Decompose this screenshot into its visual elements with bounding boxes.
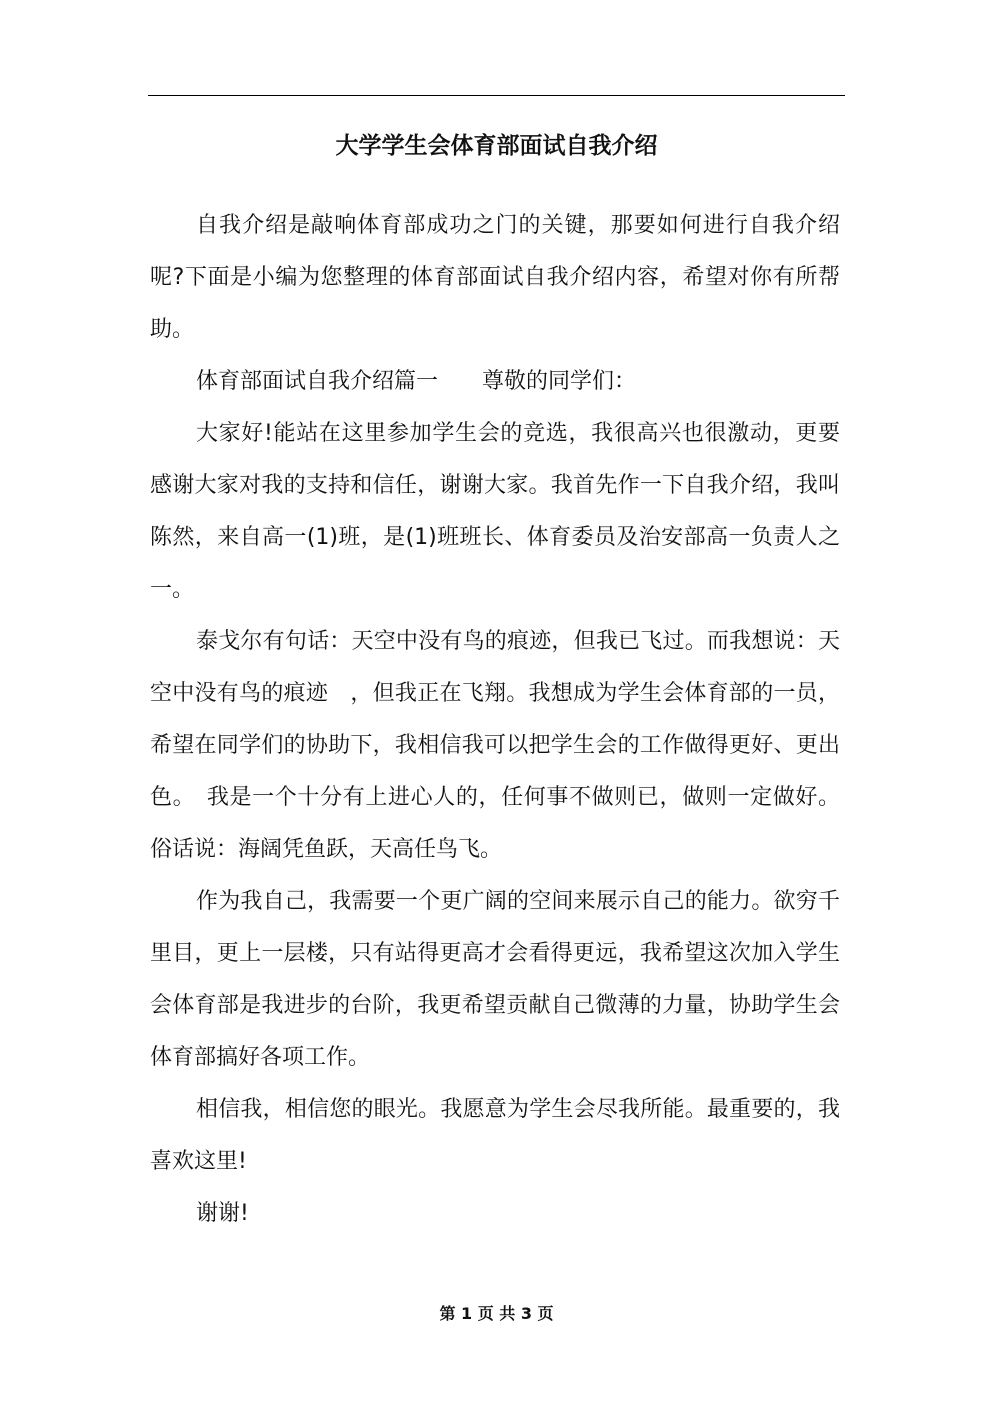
paragraph-tagore-quote: 泰戈尔有句话：天空中没有鸟的痕迹，但我已飞过。而我想说：天空中没有鸟的痕迹 ，但我正在飞翔。我想成为学生会体育部的一员，希望在同学们的协助下，我相信我可以把学生会的工作做得更好、更出色。 我是一个十分有上进心人的，任何事不做则已，做则一定做好。俗话说：海阔凭鱼跃，天高任鸟飞。 bbox=[150, 629, 840, 862]
paragraph-section-heading: 体育部面试自我介绍篇一 尊敬的同学们： bbox=[196, 369, 637, 394]
page-number: 第 1 页 共 3 页 bbox=[439, 1304, 554, 1323]
header-rule bbox=[148, 95, 845, 96]
document-title: 大学学生会体育部面试自我介绍 bbox=[335, 133, 658, 159]
paragraph-intro: 自我介绍是敲响体育部成功之门的关键，那要如何进行自我介绍呢?下面是小编为您整理的体育部面试自我介绍内容，希望对你有所帮助。 bbox=[150, 213, 840, 342]
paragraph-thanks: 谢谢! bbox=[196, 1201, 249, 1226]
document-body bbox=[150, 200, 840, 1240]
paragraph-greeting: 大家好!能站在这里参加学生会的竞选，我很高兴也很激动，更要感谢大家对我的支持和信任，谢谢大家。我首先作一下自我介绍，我叫陈然，来自高一(1)班，是(1)班班长、体育委员及治安部高一负责人之一。 bbox=[150, 421, 840, 602]
paragraph-trust: 相信我，相信您的眼光。我愿意为学生会尽我所能。最重要的，我喜欢这里! bbox=[150, 1097, 840, 1174]
paragraph-ambition: 作为我自己，我需要一个更广阔的空间来展示自己的能力。欲穷千里目，更上一层楼，只有站得更高才会看得更远，我希望这次加入学生会体育部是我进步的台阶，我更希望贡献自己微薄的力量，协助学生会体育部搞好各项工作。 bbox=[150, 889, 840, 1070]
